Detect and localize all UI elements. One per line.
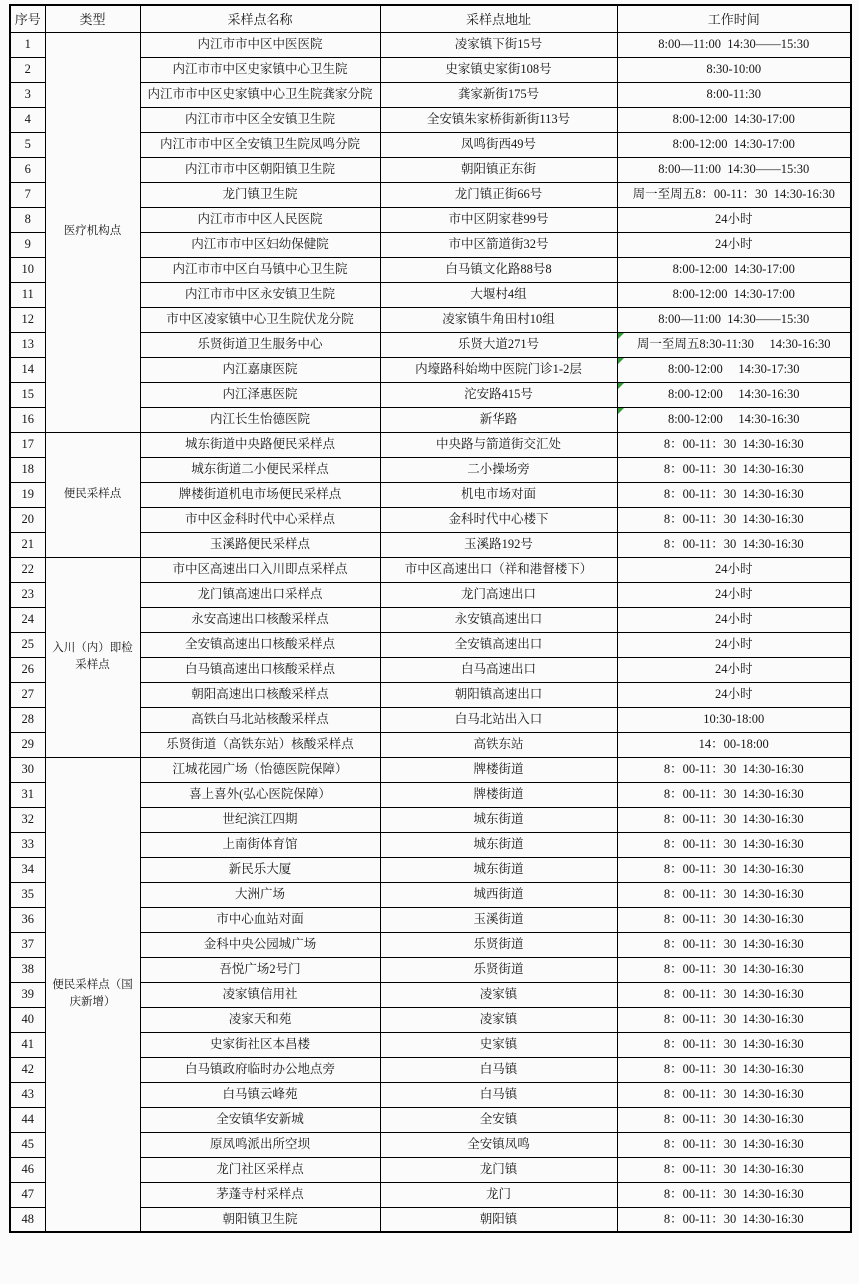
row-number-cell: 30 (10, 757, 45, 782)
row-number-cell: 43 (10, 1082, 45, 1107)
green-corner-flag-icon (618, 358, 624, 364)
site-name-cell: 白马镇政府临时办公地点旁 (140, 1057, 380, 1082)
work-time-cell: 8：00-11：30 14:30-16:30 (617, 882, 851, 907)
site-name-cell: 牌楼街道机电市场便民采样点 (140, 482, 380, 507)
site-name-cell: 大洲广场 (140, 882, 380, 907)
row-number-cell: 46 (10, 1157, 45, 1182)
site-name-cell: 乐贤街道（高铁东站）核酸采样点 (140, 732, 380, 757)
site-address-cell: 凌家镇牛角田村10组 (380, 307, 617, 332)
site-address-cell: 城东街道 (380, 807, 617, 832)
site-address-cell: 沱安路415号 (380, 382, 617, 407)
site-address-cell: 乐贤街道 (380, 932, 617, 957)
work-time-cell: 8：00-11：30 14:30-16:30 (617, 857, 851, 882)
work-time-cell: 8:00-12:00 14:30-16:30 (617, 407, 851, 432)
work-time-cell: 8：00-11：30 14:30-16:30 (617, 982, 851, 1007)
site-address-cell: 全安镇 (380, 1107, 617, 1132)
site-address-cell: 内壕路科始坳中医院门诊1-2层 (380, 357, 617, 382)
site-address-cell: 机电市场对面 (380, 482, 617, 507)
work-time-cell: 8：00-11：30 14:30-16:30 (617, 1032, 851, 1057)
site-address-cell: 白马镇 (380, 1082, 617, 1107)
site-name-cell: 凌家镇信用社 (140, 982, 380, 1007)
work-time-cell: 8:00—11:00 14:30——15:30 (617, 307, 851, 332)
row-number-cell: 38 (10, 957, 45, 982)
site-address-cell: 史家镇史家街108号 (380, 57, 617, 82)
row-number-cell: 45 (10, 1132, 45, 1157)
work-time-cell: 8:00-12:00 14:30-17:00 (617, 282, 851, 307)
work-time-cell: 24小时 (617, 682, 851, 707)
row-number-cell: 42 (10, 1057, 45, 1082)
site-address-cell: 市中区箭道街32号 (380, 232, 617, 257)
work-time-cell: 8：00-11：30 14:30-16:30 (617, 1157, 851, 1182)
work-time-cell: 8:00-12:00 14:30-17:30 (617, 357, 851, 382)
site-address-cell: 龙门镇 (380, 1157, 617, 1182)
header-site-name: 采样点名称 (140, 5, 380, 32)
site-address-cell: 全安镇凤鸣 (380, 1132, 617, 1157)
work-time-cell: 8:00-12:00 14:30-17:00 (617, 107, 851, 132)
row-number-cell: 33 (10, 832, 45, 857)
row-number-cell: 10 (10, 257, 45, 282)
row-number-cell: 26 (10, 657, 45, 682)
type-cell: 入川（内）即检采样点 (45, 557, 140, 757)
row-number-cell: 2 (10, 57, 45, 82)
row-number-cell: 28 (10, 707, 45, 732)
site-address-cell: 二小操场旁 (380, 457, 617, 482)
site-name-cell: 白马镇高速出口核酸采样点 (140, 657, 380, 682)
site-address-cell: 白马北站出入口 (380, 707, 617, 732)
site-name-cell: 内江市市中区白马镇中心卫生院 (140, 257, 380, 282)
site-name-cell: 原凤鸣派出所空坝 (140, 1132, 380, 1157)
site-name-cell: 世纪滨江四期 (140, 807, 380, 832)
work-time-cell: 24小时 (617, 657, 851, 682)
row-number-cell: 24 (10, 607, 45, 632)
table-row (10, 757, 851, 782)
site-name-cell: 新民乐大厦 (140, 857, 380, 882)
green-corner-flag-icon (618, 383, 624, 389)
site-name-cell: 内江长生怡德医院 (140, 407, 380, 432)
row-number-cell: 12 (10, 307, 45, 332)
site-address-cell: 龙门镇正街66号 (380, 182, 617, 207)
work-time-cell: 10:30-18:00 (617, 707, 851, 732)
work-time-cell: 24小时 (617, 557, 851, 582)
site-name-cell: 市中心血站对面 (140, 907, 380, 932)
sampling-points-table (9, 4, 852, 1233)
row-number-cell: 36 (10, 907, 45, 932)
site-name-cell: 内江市市中区全安镇卫生院 (140, 107, 380, 132)
row-number-cell: 4 (10, 107, 45, 132)
site-name-cell: 龙门社区采样点 (140, 1157, 380, 1182)
site-name-cell: 龙门镇卫生院 (140, 182, 380, 207)
site-name-cell: 朝阳镇卫生院 (140, 1207, 380, 1232)
work-time-cell: 8：00-11：30 14:30-16:30 (617, 1082, 851, 1107)
site-name-cell: 高铁白马北站核酸采样点 (140, 707, 380, 732)
work-time-cell: 8:00-12:00 14:30-17:00 (617, 132, 851, 157)
site-address-cell: 城东街道 (380, 832, 617, 857)
site-name-cell: 朝阳高速出口核酸采样点 (140, 682, 380, 707)
row-number-cell: 40 (10, 1007, 45, 1032)
type-cell: 医疗机构点 (45, 32, 140, 432)
green-corner-flag-icon (618, 333, 624, 339)
header-serial-number: 序号 (10, 5, 45, 32)
row-number-cell: 7 (10, 182, 45, 207)
site-address-cell: 乐贤街道 (380, 957, 617, 982)
row-number-cell: 18 (10, 457, 45, 482)
row-number-cell: 5 (10, 132, 45, 157)
site-address-cell: 市中区阴家巷99号 (380, 207, 617, 232)
row-number-cell: 9 (10, 232, 45, 257)
site-address-cell: 城东街道 (380, 857, 617, 882)
site-address-cell: 龙门高速出口 (380, 582, 617, 607)
work-time-cell: 8：00-11：30 14:30-16:30 (617, 807, 851, 832)
work-time-cell: 8：00-11：30 14:30-16:30 (617, 1107, 851, 1132)
table-row (10, 432, 851, 457)
row-number-cell: 27 (10, 682, 45, 707)
site-name-cell: 内江市市中区史家镇中心卫生院龚家分院 (140, 82, 380, 107)
site-name-cell: 内江市市中区永安镇卫生院 (140, 282, 380, 307)
row-number-cell: 32 (10, 807, 45, 832)
site-address-cell: 大堰村4组 (380, 282, 617, 307)
work-time-cell: 8:30-10:00 (617, 57, 851, 82)
site-address-cell: 中央路与箭道街交汇处 (380, 432, 617, 457)
site-name-cell: 乐贤街道卫生服务中心 (140, 332, 380, 357)
work-time-cell: 14：00-18:00 (617, 732, 851, 757)
work-time-cell: 8:00-12:00 14:30-16:30 (617, 382, 851, 407)
work-time-cell: 24小时 (617, 582, 851, 607)
row-number-cell: 47 (10, 1182, 45, 1207)
work-time-cell: 8：00-11：30 14:30-16:30 (617, 532, 851, 557)
work-time-cell: 8：00-11：30 14:30-16:30 (617, 757, 851, 782)
row-number-cell: 37 (10, 932, 45, 957)
row-number-cell: 19 (10, 482, 45, 507)
site-name-cell: 金科中央公园城广场 (140, 932, 380, 957)
row-number-cell: 29 (10, 732, 45, 757)
work-time-cell: 周一至周五8：00-11：30 14:30-16:30 (617, 182, 851, 207)
site-address-cell: 玉溪街道 (380, 907, 617, 932)
header-type: 类型 (45, 5, 140, 32)
site-name-cell: 内江市市中区人民医院 (140, 207, 380, 232)
work-time-cell: 8:00—11:00 14:30——15:30 (617, 32, 851, 57)
work-time-cell: 24小时 (617, 207, 851, 232)
site-address-cell: 全安镇高速出口 (380, 632, 617, 657)
row-number-cell: 25 (10, 632, 45, 657)
site-address-cell: 朝阳镇正东街 (380, 157, 617, 182)
row-number-cell: 35 (10, 882, 45, 907)
row-number-cell: 14 (10, 357, 45, 382)
site-address-cell: 高铁东站 (380, 732, 617, 757)
site-address-cell: 玉溪路192号 (380, 532, 617, 557)
work-time-cell: 8：00-11：30 14:30-16:30 (617, 507, 851, 532)
site-address-cell: 牌楼街道 (380, 757, 617, 782)
site-address-cell: 金科时代中心楼下 (380, 507, 617, 532)
site-name-cell: 市中区金科时代中心采样点 (140, 507, 380, 532)
work-time-cell: 8：00-11：30 14:30-16:30 (617, 457, 851, 482)
row-number-cell: 16 (10, 407, 45, 432)
site-address-cell: 凌家镇下街15号 (380, 32, 617, 57)
type-cell: 便民采样点 (45, 432, 140, 557)
site-name-cell: 内江市市中区全安镇卫生院凤鸣分院 (140, 132, 380, 157)
row-number-cell: 48 (10, 1207, 45, 1232)
site-name-cell: 全安镇高速出口核酸采样点 (140, 632, 380, 657)
green-corner-flag-icon (618, 408, 624, 414)
work-time-cell: 8:00—11:00 14:30——15:30 (617, 157, 851, 182)
work-time-cell: 8：00-11：30 14:30-16:30 (617, 1132, 851, 1157)
site-name-cell: 吾悦广场2号门 (140, 957, 380, 982)
site-address-cell: 永安镇高速出口 (380, 607, 617, 632)
row-number-cell: 1 (10, 32, 45, 57)
site-name-cell: 内江市市中区史家镇中心卫生院 (140, 57, 380, 82)
row-number-cell: 13 (10, 332, 45, 357)
site-name-cell: 内江市市中区朝阳镇卫生院 (140, 157, 380, 182)
row-number-cell: 41 (10, 1032, 45, 1057)
work-time-cell: 8：00-11：30 14:30-16:30 (617, 782, 851, 807)
row-number-cell: 34 (10, 857, 45, 882)
row-number-cell: 3 (10, 82, 45, 107)
site-name-cell: 龙门镇高速出口采样点 (140, 582, 380, 607)
site-address-cell: 全安镇朱家桥街新街113号 (380, 107, 617, 132)
site-name-cell: 永安高速出口核酸采样点 (140, 607, 380, 632)
row-number-cell: 20 (10, 507, 45, 532)
row-number-cell: 8 (10, 207, 45, 232)
site-address-cell: 牌楼街道 (380, 782, 617, 807)
work-time-cell: 24小时 (617, 232, 851, 257)
row-number-cell: 22 (10, 557, 45, 582)
work-time-cell: 8：00-11：30 14:30-16:30 (617, 432, 851, 457)
site-name-cell: 凌家天和苑 (140, 1007, 380, 1032)
row-number-cell: 39 (10, 982, 45, 1007)
site-address-cell: 新华路 (380, 407, 617, 432)
site-address-cell: 凌家镇 (380, 1007, 617, 1032)
site-name-cell: 市中区凌家镇中心卫生院伏龙分院 (140, 307, 380, 332)
row-number-cell: 15 (10, 382, 45, 407)
row-number-cell: 31 (10, 782, 45, 807)
site-name-cell: 上南街体育馆 (140, 832, 380, 857)
site-name-cell: 市中区高速出口入川即点采样点 (140, 557, 380, 582)
header-work-time: 工作时间 (617, 5, 851, 32)
work-time-cell: 8：00-11：30 14:30-16:30 (617, 957, 851, 982)
site-name-cell: 城东街道中央路便民采样点 (140, 432, 380, 457)
row-number-cell: 17 (10, 432, 45, 457)
site-name-cell: 史家街社区本昌楼 (140, 1032, 380, 1057)
site-address-cell: 白马高速出口 (380, 657, 617, 682)
row-number-cell: 11 (10, 282, 45, 307)
header-site-address: 采样点地址 (380, 5, 617, 32)
site-address-cell: 凌家镇 (380, 982, 617, 1007)
site-address-cell: 城西街道 (380, 882, 617, 907)
site-address-cell: 龚家新街175号 (380, 82, 617, 107)
site-address-cell: 龙门 (380, 1182, 617, 1207)
site-name-cell: 茅蓬寺村采样点 (140, 1182, 380, 1207)
site-name-cell: 内江嘉康医院 (140, 357, 380, 382)
work-time-cell: 周一至周五8:30-11:30 14:30-16:30 (617, 332, 851, 357)
site-address-cell: 乐贤大道271号 (380, 332, 617, 357)
site-address-cell: 市中区高速出口（祥和港督楼下） (380, 557, 617, 582)
site-name-cell: 白马镇云峰苑 (140, 1082, 380, 1107)
table-row (10, 557, 851, 582)
site-name-cell: 内江市市中区妇幼保健院 (140, 232, 380, 257)
site-name-cell: 内江泽惠医院 (140, 382, 380, 407)
work-time-cell: 8：00-11：30 14:30-16:30 (617, 1207, 851, 1232)
site-name-cell: 城东街道二小便民采样点 (140, 457, 380, 482)
work-time-cell: 8:00-11:30 (617, 82, 851, 107)
work-time-cell: 8：00-11：30 14:30-16:30 (617, 1057, 851, 1082)
row-number-cell: 44 (10, 1107, 45, 1132)
work-time-cell: 8：00-11：30 14:30-16:30 (617, 832, 851, 857)
header-row (10, 5, 851, 32)
site-name-cell: 江城花园广场（怡德医院保障） (140, 757, 380, 782)
site-address-cell: 朝阳镇 (380, 1207, 617, 1232)
site-address-cell: 史家镇 (380, 1032, 617, 1057)
site-name-cell: 玉溪路便民采样点 (140, 532, 380, 557)
work-time-cell: 8：00-11：30 14:30-16:30 (617, 1007, 851, 1032)
row-number-cell: 21 (10, 532, 45, 557)
site-address-cell: 白马镇文化路88号8 (380, 257, 617, 282)
work-time-cell: 8：00-11：30 14:30-16:30 (617, 482, 851, 507)
table-row (10, 32, 851, 57)
work-time-cell: 8：00-11：30 14:30-16:30 (617, 907, 851, 932)
site-address-cell: 白马镇 (380, 1057, 617, 1082)
row-number-cell: 23 (10, 582, 45, 607)
work-time-cell: 24小时 (617, 607, 851, 632)
site-address-cell: 朝阳镇高速出口 (380, 682, 617, 707)
work-time-cell: 8：00-11：30 14:30-16:30 (617, 1182, 851, 1207)
site-name-cell: 全安镇华安新城 (140, 1107, 380, 1132)
work-time-cell: 8：00-11：30 14:30-16:30 (617, 932, 851, 957)
work-time-cell: 24小时 (617, 632, 851, 657)
site-name-cell: 内江市市中区中医医院 (140, 32, 380, 57)
site-name-cell: 喜上喜外(弘心医院保障） (140, 782, 380, 807)
row-number-cell: 6 (10, 157, 45, 182)
type-cell: 便民采样点（国庆新增） (45, 757, 140, 1232)
work-time-cell: 8:00-12:00 14:30-17:00 (617, 257, 851, 282)
site-address-cell: 凤鸣街西49号 (380, 132, 617, 157)
